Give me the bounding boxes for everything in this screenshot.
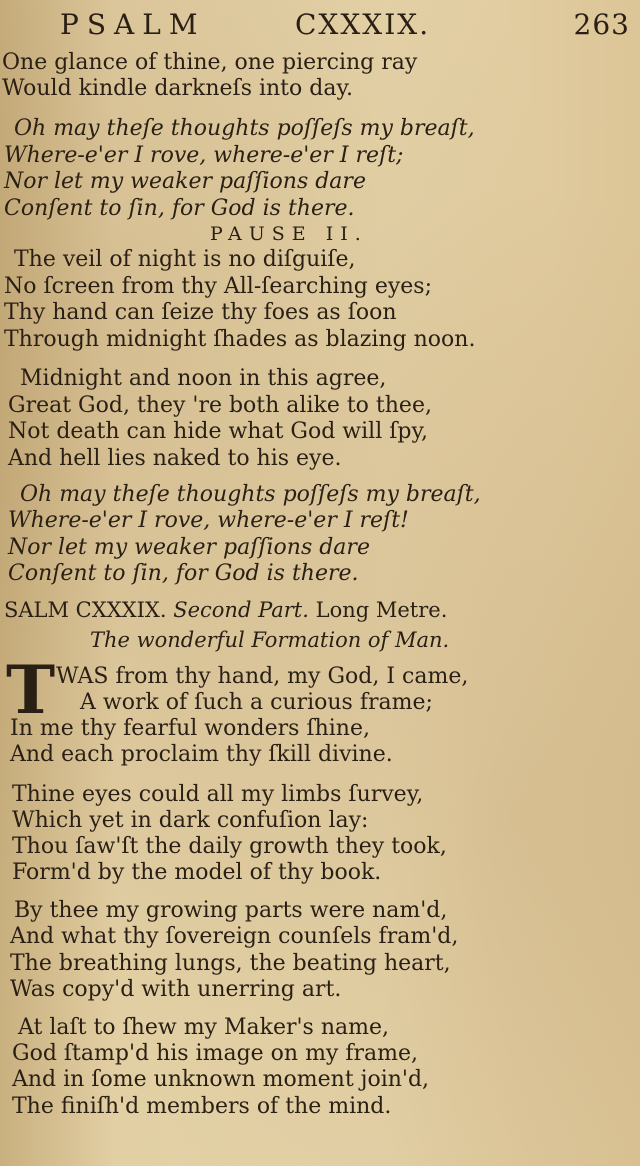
verse-line: Nor let my weaker paſſions dare bbox=[4, 169, 366, 194]
verse-line: Form'd by the model of thy book. bbox=[12, 860, 382, 885]
verse-line: WAS from thy hand, my God, I came, bbox=[56, 664, 469, 689]
verse-line: The veil of night is no diſguiſe, bbox=[14, 247, 356, 272]
drop-cap: T bbox=[6, 651, 56, 729]
verse-line: Not death can hide what God will ſpy, bbox=[8, 419, 428, 444]
running-header bbox=[60, 4, 630, 44]
verse-line: Conſent to ſin, for God is there. bbox=[4, 196, 355, 221]
verse-line: Oh may theſe thoughts poſſeſs my breaſt, bbox=[20, 482, 481, 507]
verse-line: And each proclaim thy ſkill divine. bbox=[10, 742, 393, 767]
page-number: 263 bbox=[573, 8, 630, 41]
verse-line: Where-e'er I rove, where-e'er I reſt! bbox=[8, 508, 409, 533]
verse-line: Thy hand can ſeize thy foes as ſoon bbox=[4, 300, 397, 325]
part-heading bbox=[4, 597, 447, 623]
verse-line: Nor let my weaker paſſions dare bbox=[8, 535, 370, 560]
pause-heading: PAUSE II. bbox=[210, 223, 368, 245]
verse-line: Through midnight ſhades as blazing noon. bbox=[4, 327, 476, 352]
verse-line: Midnight and noon in this agree, bbox=[20, 366, 387, 391]
verse-line: Which yet in dark confuſion lay: bbox=[12, 808, 369, 833]
verse-line: And what thy ſovereign counſels fram'd, bbox=[10, 924, 459, 949]
header-psalm-number: CXXXIX. bbox=[295, 8, 431, 41]
verse-line: God ſtamp'd his image on my frame, bbox=[12, 1041, 419, 1066]
section-subtitle: The wonderful Formation of Man. bbox=[90, 628, 450, 652]
verse-line: A work of ſuch a curious frame; bbox=[80, 690, 433, 715]
verse-line: Conſent to ſin, for God is there. bbox=[8, 561, 359, 586]
verse-line: No ſcreen from thy All-ſearching eyes; bbox=[4, 274, 432, 299]
verse-line: Thou ſaw'ſt the daily growth they took, bbox=[12, 834, 447, 859]
part-heading-metre: Long Metre. bbox=[315, 598, 448, 622]
verse-line: Oh may theſe thoughts poſſeſs my breaſt, bbox=[14, 116, 475, 141]
verse-line: And in ſome unknown moment join'd, bbox=[12, 1067, 430, 1092]
verse-line: Was copy'd with unerring art. bbox=[10, 977, 342, 1002]
verse-line: One glance of thine, one piercing ray bbox=[2, 50, 418, 75]
verse-line: Would kindle darkneſs into day. bbox=[2, 76, 353, 101]
part-heading-part: Second Part. bbox=[173, 598, 309, 622]
verse-line: Great God, they 're both alike to thee, bbox=[8, 393, 432, 418]
verse-line: By thee my growing parts were nam'd, bbox=[14, 898, 448, 923]
verse-line: The finiſh'd members of the mind. bbox=[12, 1094, 392, 1119]
verse-line: And hell lies naked to his eye. bbox=[8, 446, 342, 471]
verse-line: Where-e'er I rove, where-e'er I reſt; bbox=[4, 143, 404, 168]
verse-line: In me thy fearful wonders ſhine, bbox=[10, 716, 370, 741]
part-heading-psalm: SALM CXXXIX. bbox=[4, 598, 167, 622]
header-title: PSALM bbox=[60, 8, 206, 41]
verse-line: Thine eyes could all my limbs ſurvey, bbox=[12, 782, 424, 807]
verse-line: At laſt to ſhew my Maker's name, bbox=[18, 1015, 389, 1040]
verse-line: The breathing lungs, the beating heart, bbox=[10, 951, 451, 976]
